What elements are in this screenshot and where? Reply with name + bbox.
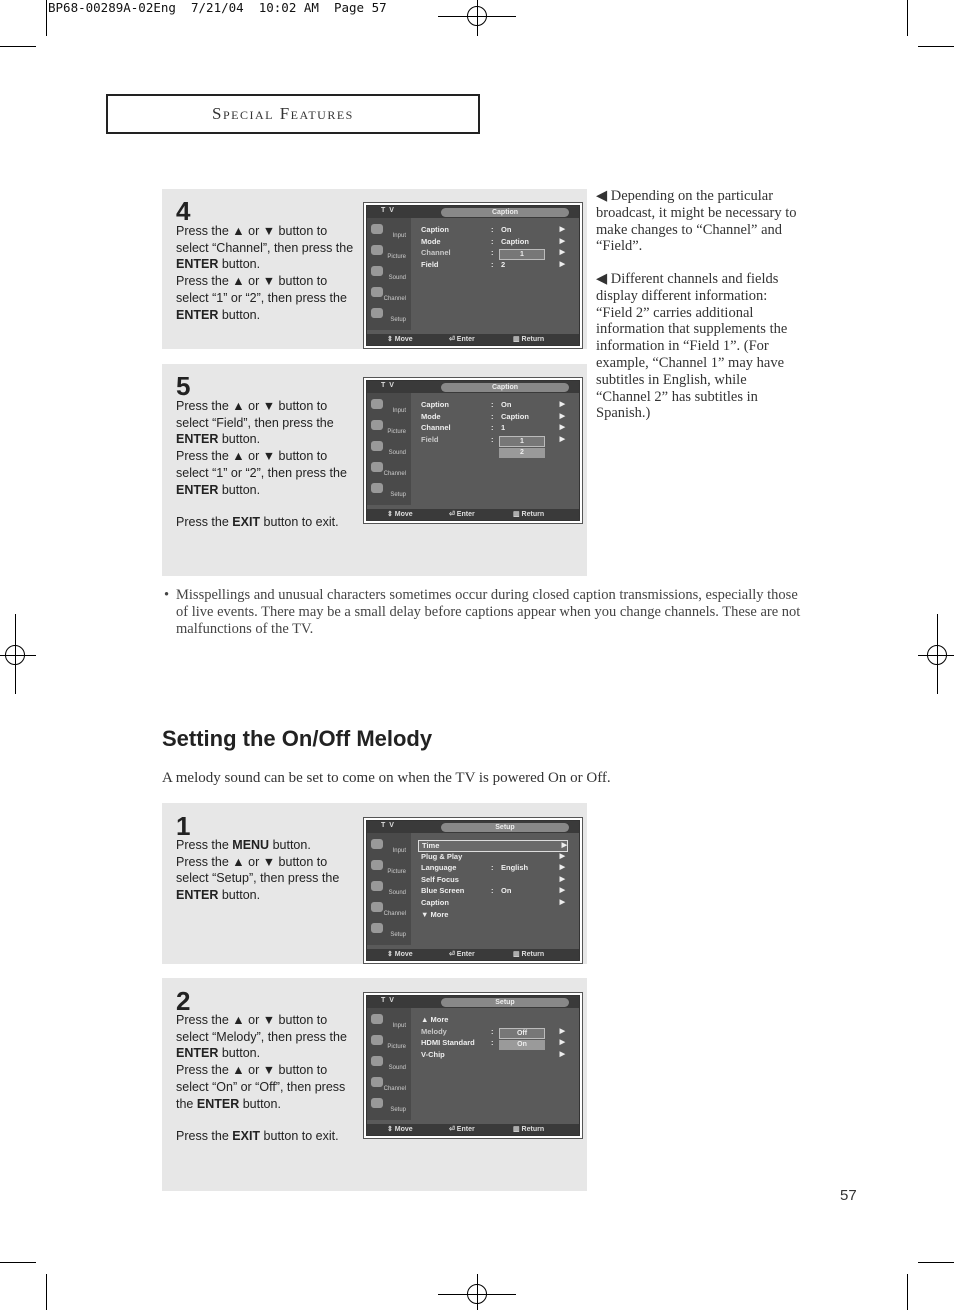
osd-row-arrow: ▶ (559, 435, 565, 443)
crop-mark (907, 0, 908, 36)
osd-side-label: Picture (387, 429, 406, 435)
instruction-line: select “Field”, then press the (176, 415, 334, 430)
registration-mark (477, 1274, 478, 1310)
instruction-line: ENTER button. (176, 307, 261, 322)
osd-row-value: English (501, 863, 529, 873)
osd-menu-row (421, 863, 565, 873)
osd-side-item (370, 264, 408, 282)
osd-side-item (370, 858, 408, 876)
osd-side-item (370, 1033, 408, 1051)
osd-side-label: Channel (383, 1086, 406, 1092)
osd-enter-hint: ⏎ Enter (449, 951, 475, 958)
osd-menu-icon (371, 266, 383, 276)
osd-option: 1 (499, 436, 545, 447)
osd-side-label: Setup (390, 317, 406, 323)
osd-row-arrow: ▶ (559, 412, 565, 420)
osd-row-arrow: ▶ (559, 237, 565, 245)
tv-osd-screen (366, 205, 580, 346)
osd-bottom-bar (367, 949, 579, 960)
registration-mark (918, 655, 954, 656)
osd-row-arrow: ▶ (559, 887, 565, 895)
osd-menu-title: Caption (441, 208, 569, 217)
osd-side-item (370, 921, 408, 939)
osd-row-arrow: ▶ (559, 226, 565, 233)
osd-side-item (370, 285, 408, 303)
osd-menu-row (421, 852, 565, 862)
tv-osd-screen (366, 995, 580, 1136)
instruction-line: Press the EXIT button to exit. (176, 1129, 339, 1144)
instruction-line: select “On” or “Off”, then press (176, 1079, 346, 1094)
osd-row-label: V-Chip (421, 1049, 445, 1059)
step-number: 5 (176, 371, 191, 401)
side-note: ◀ Depending on the particular broadcast, it might be necessary to make changes to “Channel” and “Field”. (596, 188, 797, 255)
osd-enter-hint: ⏎ Enter (449, 336, 475, 343)
osd-row-arrow: ▶ (559, 249, 565, 257)
osd-side-label: Input (392, 1023, 406, 1029)
osd-row-colon: : (491, 259, 494, 269)
osd-option: 2 (499, 448, 545, 458)
osd-menu-row (418, 840, 568, 852)
osd-row-label: Channel (421, 248, 451, 258)
instruction-line: Press the ▲ or ▼ button to (176, 854, 328, 869)
osd-tv-label: T V (381, 382, 395, 389)
instruction-line: select “Channel”, then press the (176, 240, 354, 255)
osd-menu-row (421, 1015, 565, 1025)
osd-row-label: Caption (421, 898, 449, 907)
osd-row-label: Caption (421, 400, 449, 409)
osd-menu-row (421, 910, 565, 920)
instruction-line: select “1” or “2”, then press the (176, 465, 347, 480)
instruction-line: ENTER button. (176, 482, 261, 497)
registration-mark (0, 655, 36, 656)
osd-side-item (370, 243, 408, 261)
osd-row-colon: : (491, 400, 494, 409)
osd-row-label: ▲ More (421, 1015, 449, 1024)
osd-menu-row (421, 1050, 565, 1060)
osd-menu-row (421, 898, 565, 908)
instruction-line: the ENTER button. (176, 1096, 281, 1111)
osd-row-arrow: ▶ (559, 875, 565, 883)
osd-side-label: Picture (387, 869, 406, 875)
step-instructions (176, 398, 361, 531)
osd-row-label: Blue Screen (421, 886, 465, 896)
osd-row-colon: : (491, 1026, 494, 1036)
instruction-line: Press the ▲ or ▼ button to (176, 449, 328, 464)
crop-mark (0, 1262, 36, 1263)
osd-side-item (370, 306, 408, 324)
instruction-line: select “1” or “2”, then press the (176, 290, 347, 305)
instruction-line: Press the ▲ or ▼ button to (176, 1013, 328, 1027)
crop-mark (0, 46, 36, 47)
osd-row-arrow: ▶ (559, 899, 565, 906)
osd-row-colon: : (491, 1038, 494, 1048)
osd-menu-icon (371, 420, 383, 430)
osd-side-label: Sound (388, 450, 406, 456)
osd-row-arrow: ▶ (559, 864, 565, 872)
osd-row-value: 1 (501, 423, 506, 433)
page-number: 57 (840, 1187, 857, 1204)
osd-menu-icon (371, 308, 383, 318)
osd-side-label: Input (392, 848, 406, 854)
osd-menu-icon (371, 1014, 383, 1024)
osd-menu-row (421, 423, 565, 433)
osd-side-item (370, 222, 408, 240)
crop-mark (46, 1274, 47, 1310)
osd-side-label: Sound (388, 1065, 406, 1071)
tv-osd-screen (366, 820, 580, 961)
osd-side-item (370, 879, 408, 897)
osd-side-item (370, 460, 408, 478)
osd-menu-icon (371, 245, 383, 255)
osd-row-value: On (501, 400, 512, 409)
osd-side-item (370, 837, 408, 855)
osd-row-label: ▼ More (421, 909, 449, 919)
osd-row-arrow: ▶ (559, 401, 565, 408)
osd-row-label: Melody (421, 1026, 447, 1036)
osd-row-label: Channel (421, 423, 451, 433)
osd-menu-icon (371, 1056, 383, 1066)
osd-menu-title: Setup (441, 998, 569, 1007)
osd-row-value: On (501, 225, 512, 234)
osd-menu-icon (371, 287, 383, 297)
osd-row-value: Caption (501, 411, 529, 421)
instruction-line: ENTER button. (176, 1046, 261, 1061)
osd-option-popup (499, 249, 545, 261)
osd-menu-icon (371, 839, 383, 849)
osd-row-label: Field (421, 259, 439, 269)
osd-side-item (370, 1012, 408, 1030)
osd-menu-icon (371, 860, 383, 870)
osd-row-value: Caption (501, 236, 529, 246)
osd-row-label: Mode (421, 236, 441, 246)
tv-osd-screen (366, 380, 580, 521)
osd-row-colon: : (491, 423, 494, 433)
step-instructions (176, 837, 361, 904)
osd-menu-row (421, 412, 565, 422)
osd-row-colon: : (491, 225, 494, 234)
osd-row-colon: : (491, 411, 494, 421)
osd-enter-hint: ⏎ Enter (449, 1126, 475, 1133)
osd-menu-icon (371, 1077, 383, 1087)
osd-menu-icon (371, 1098, 383, 1108)
osd-row-arrow: ▶ (559, 852, 565, 860)
crop-mark (907, 1274, 908, 1310)
step-number: 2 (176, 986, 191, 1016)
osd-side-label: Setup (390, 1107, 406, 1113)
osd-side-item (370, 397, 408, 415)
osd-move-hint: ⇕ Move (387, 951, 413, 958)
registration-mark (937, 614, 938, 694)
instruction-line: select “Melody”, then press the (176, 1029, 347, 1044)
osd-menu-title: Caption (441, 383, 569, 392)
osd-side-label: Sound (388, 890, 406, 896)
osd-side-label: Setup (390, 932, 406, 938)
intro-text: A melody sound can be set to come on when the TV is powered On or Off. (162, 770, 611, 786)
osd-row-value: 2 (501, 259, 506, 269)
osd-enter-hint: ⏎ Enter (449, 511, 475, 518)
osd-menu-icon (371, 1035, 383, 1045)
osd-return-hint: ▥ Return (513, 511, 545, 518)
bullet-dot: • (164, 587, 170, 603)
osd-move-hint: ⇕ Move (387, 511, 413, 518)
osd-row-value: On (501, 886, 512, 896)
osd-row-label: Self Focus (421, 874, 459, 884)
heading-melody: Setting the On/Off Melody (162, 726, 433, 751)
osd-side-item (370, 1054, 408, 1072)
osd-option: 1 (499, 249, 545, 260)
instruction-line: ENTER button. (176, 432, 261, 447)
osd-side-item (370, 418, 408, 436)
osd-tv-label: T V (381, 997, 395, 1004)
crop-mark (918, 46, 954, 47)
instruction-line: Press the ▲ or ▼ button to (176, 224, 328, 238)
instruction-line: Press the ▲ or ▼ button to (176, 1063, 328, 1078)
registration-mark (477, 0, 478, 36)
osd-menu-row (421, 875, 565, 885)
osd-side-label: Channel (383, 471, 406, 477)
osd-row-colon: : (491, 248, 494, 258)
osd-row-label: HDMI Standard (421, 1038, 475, 1048)
osd-menu-icon (371, 902, 383, 912)
osd-row-colon: : (491, 863, 494, 873)
osd-row-label: Plug & Play (421, 851, 463, 861)
crop-mark (918, 1262, 954, 1263)
osd-side-item (370, 900, 408, 918)
osd-menu-icon (371, 441, 383, 451)
osd-row-arrow: ▶ (559, 260, 565, 268)
osd-option: Off (499, 1028, 545, 1039)
step-instructions (176, 1012, 361, 1145)
osd-row-label: Language (421, 863, 457, 873)
osd-menu-row (421, 260, 565, 270)
osd-option: On (499, 1040, 545, 1050)
osd-return-hint: ▥ Return (513, 1126, 545, 1133)
osd-row-colon: : (491, 434, 494, 444)
instruction-line: select “Setup”, then press the (176, 871, 340, 886)
print-header: BP68-00289A-02Eng 7/21/04 10:02 AM Page 57 (48, 0, 387, 15)
osd-side-label: Input (392, 233, 406, 239)
osd-row-arrow: ▶ (559, 1050, 565, 1058)
osd-option-popup (499, 436, 545, 459)
osd-row-arrow: ▶ (559, 1027, 565, 1035)
osd-row-label: Mode (421, 411, 441, 421)
osd-row-arrow: ▶ (561, 842, 567, 849)
step-number: 4 (176, 196, 191, 226)
osd-row-colon: : (491, 236, 494, 246)
step-instructions (176, 223, 361, 323)
osd-bottom-bar (367, 334, 579, 345)
osd-side-label: Picture (387, 254, 406, 260)
osd-side-item (370, 1096, 408, 1114)
osd-bottom-bar (367, 509, 579, 520)
osd-side-label: Input (392, 408, 406, 414)
instruction-line: Press the EXIT button to exit. (176, 515, 339, 530)
instruction-line: Press the ▲ or ▼ button to (176, 399, 328, 413)
side-note: ◀ Different channels and fields display different information: “Field 2” carries additional information that supplements the information in “Field 1”. (For example, “Channel 1” may have subtitles in English, while “Channel 2” has subtitles in Spanish.) (596, 271, 788, 422)
instruction-line: ENTER button. (176, 888, 261, 903)
step-number: 1 (176, 811, 191, 841)
osd-tv-label: T V (381, 822, 395, 829)
instruction-line: Press the MENU button. (176, 838, 311, 852)
osd-menu-row (421, 886, 565, 896)
osd-bottom-bar (367, 1124, 579, 1135)
section-title: Special Features (212, 104, 354, 123)
registration-mark (15, 614, 16, 694)
osd-side-item (370, 1075, 408, 1093)
instruction-line: ENTER button. (176, 257, 261, 272)
osd-menu-icon (371, 881, 383, 891)
osd-menu-title: Setup (441, 823, 569, 832)
osd-row-label: Field (421, 434, 439, 444)
osd-move-hint: ⇕ Move (387, 1126, 413, 1133)
osd-menu-row (421, 225, 565, 235)
osd-side-label: Picture (387, 1044, 406, 1050)
osd-row-label: Caption (421, 225, 449, 234)
osd-side-label: Sound (388, 275, 406, 281)
osd-row-arrow: ▶ (559, 424, 565, 432)
osd-return-hint: ▥ Return (513, 951, 545, 958)
osd-side-label: Channel (383, 296, 406, 302)
instruction-line: Press the ▲ or ▼ button to (176, 274, 328, 289)
osd-menu-row (421, 237, 565, 247)
osd-tv-label: T V (381, 207, 395, 214)
crop-mark (46, 0, 47, 36)
osd-row-arrow: ▶ (559, 1039, 565, 1047)
bullet-text: Misspellings and unusual characters sometimes occur during closed caption transmissions, especially those of live events. There may be a small delay before captions appear when you change channels. These are not malfunctions of the TV. (176, 587, 801, 637)
osd-menu-icon (371, 483, 383, 493)
osd-side-item (370, 439, 408, 457)
osd-side-label: Channel (383, 911, 406, 917)
osd-side-label: Setup (390, 492, 406, 498)
osd-return-hint: ▥ Return (513, 336, 545, 343)
osd-menu-icon (371, 923, 383, 933)
osd-side-item (370, 481, 408, 499)
osd-menu-row (421, 400, 565, 410)
osd-row-colon: : (491, 886, 494, 896)
osd-menu-icon (371, 224, 383, 234)
osd-move-hint: ⇕ Move (387, 336, 413, 343)
osd-menu-icon (371, 462, 383, 472)
osd-menu-icon (371, 399, 383, 409)
osd-option-popup (499, 1028, 545, 1051)
osd-row-label: Time (422, 841, 440, 850)
